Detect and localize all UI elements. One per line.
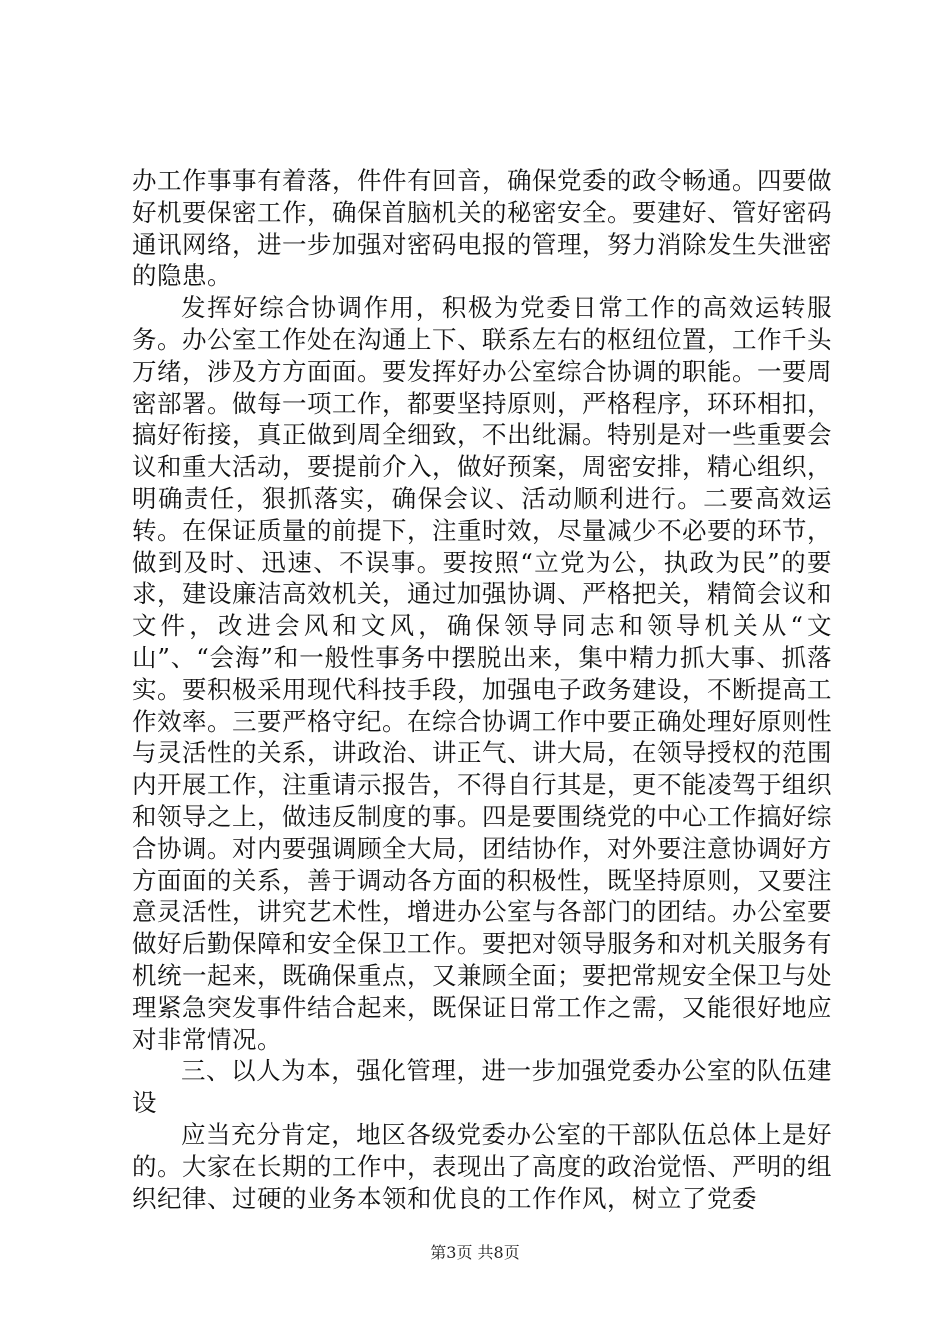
paragraph-1: 办工作事事有着落，件件有回音，确保党委的政令畅通。四要做好机要保密工作，确保首脑机关的秘密安全。要建好、管好密码通讯网络，进一步加强对密码电报的管理，努力消除发生失泄密的隐患。	[132, 166, 832, 291]
paragraph-4: 应当充分肯定，地区各级党委办公室的干部队伍总体上是好的。大家在长期的工作中，表现出了高度的政治觉悟、严明的组织纪律、过硬的业务本领和优良的工作作风，树立了党委	[132, 1119, 832, 1213]
paragraph-2: 发挥好综合协调作用，积极为党委日常工作的高效运转服务。办公室工作处在沟通上下、联系左右的枢纽位置，工作千头万绪，涉及方方面面。要发挥好办公室综合协调的职能。一要周密部署。做每一项工作，都要坚持原则，严格程序，环环相扣，搞好衔接，真正做到周全细致，不出纰漏。特别是对一些重要会议和重大活动，要提前介入，做好预案，周密安排，精心组织，明确责任，狠抓落实，确保会议、活动顺利进行。二要高效运转。在保证质量的前提下，注重时效，尽量减少不必要的环节，做到及时、迅速、不误事。要按照“立党为公，执政为民”的要求，建设廉洁高效机关，通过加强协调、严格把关，精简会议和文件，改进会风和文风，确保领导同志和领导机关从“文山”、“会海”和一般性事务中摆脱出来，集中精力抓大事、抓落实。要积极采用现代科技手段，加强电子政务建设，不断提高工作效率。三要严格守纪。在综合协调工作中要正确处理好原则性与灵活性的关系，讲政治、讲正气、讲大局，在领导授权的范围内开展工作，注重请示报告，不得自行其是，更不能凌驾于组织和领导之上，做违反制度的事。四是要围绕党的中心工作搞好综合协调。对内要强调顾全大局，团结协作，对外要注意协调好方方面面的关系，善于调动各方面的积极性，既坚持原则，又要注意灵活性，讲究艺术性，增进办公室与各部门的团结。办公室要做好后勤保障和安全保卫工作。要把对领导服务和对机关服务有机统一起来，既确保重点，又兼顾全面；要把常规安全保卫与处理紧急突发事件结合起来，既保证日常工作之需，又能很好地应对非常情况。	[132, 293, 832, 1054]
section-heading-3: 三、以人为本，强化管理，进一步加强党委办公室的队伍建设	[132, 1056, 832, 1118]
document-body	[132, 165, 832, 1214]
page-number-footer: 第3页 共8页	[430, 1243, 520, 1262]
